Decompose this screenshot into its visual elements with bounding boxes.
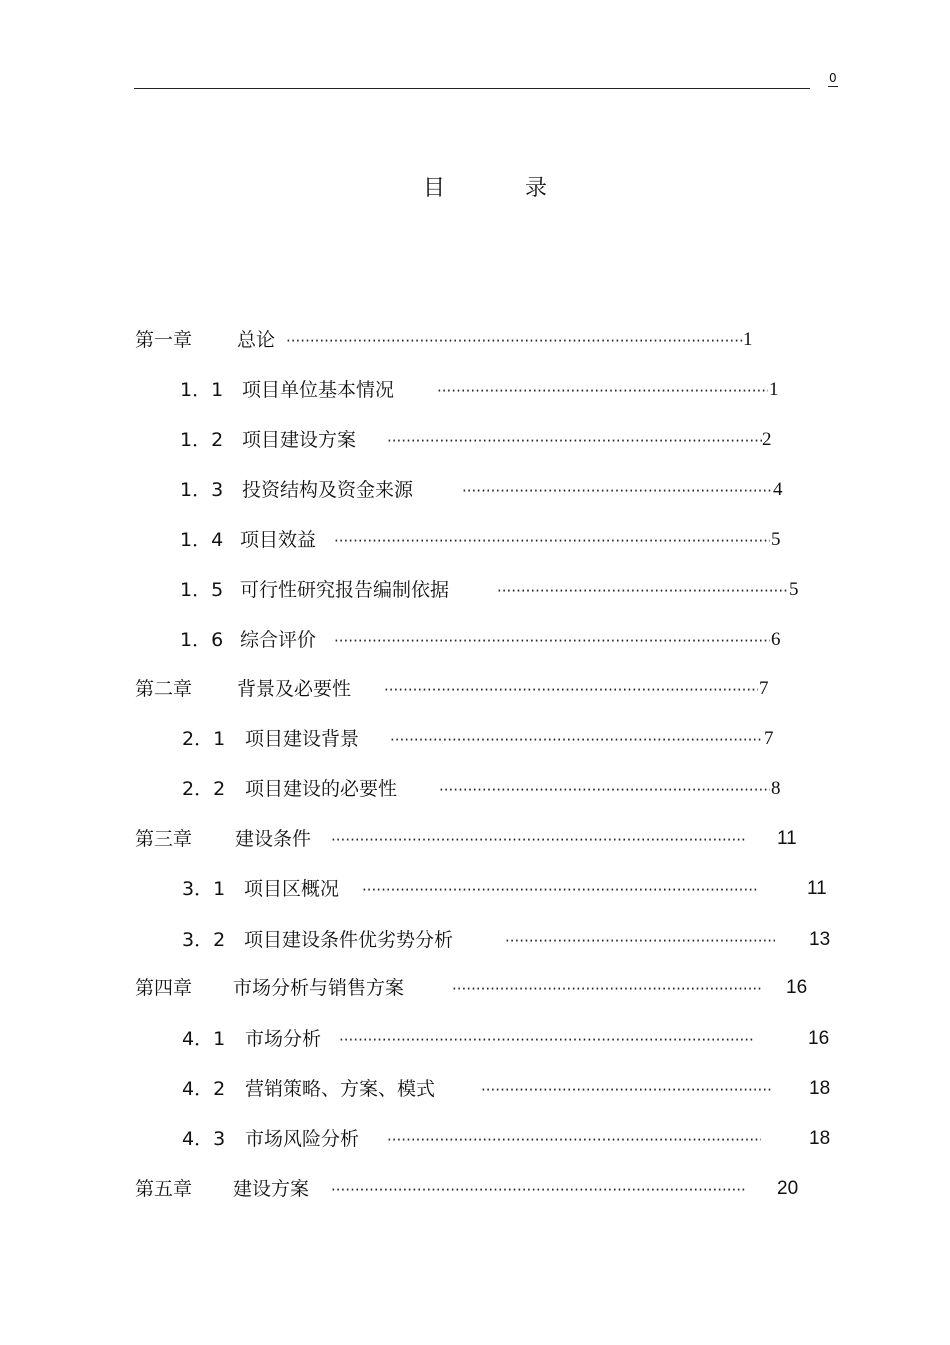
toc-entry-number: 1．5 [180, 579, 224, 601]
toc-entry-chapter-4[interactable] [0, 975, 950, 1001]
toc-entry-number: 3．1 [182, 878, 226, 900]
toc-entry-number: 2．2 [182, 778, 226, 800]
toc-entry-title: 建设条件 [235, 828, 312, 850]
toc-title-char-1: 目 [423, 176, 446, 201]
toc-entry-title: 项目区概况 [244, 878, 340, 900]
toc-entry-number: 1．1 [180, 379, 224, 401]
toc-entry-section-2-2[interactable] [0, 776, 950, 802]
toc-entry-page: 5 [789, 579, 799, 600]
toc-entry-chapter-2[interactable] [0, 676, 950, 702]
toc-entry-page: 16 [808, 1028, 830, 1049]
toc-entry-section-3-1[interactable] [0, 876, 950, 902]
toc-entry-section-2-1[interactable] [0, 726, 950, 752]
toc-entry-number: 1．2 [180, 429, 224, 451]
toc-entry-page: 8 [771, 778, 781, 799]
toc-entry-number: 4．1 [182, 1028, 226, 1050]
toc-entry-page: 7 [759, 678, 769, 699]
toc-entry-title: 总论 [237, 329, 276, 351]
toc-entry-leader [339, 1026, 755, 1053]
toc-entry-title: 市场风险分析 [245, 1128, 360, 1150]
toc-entry-title: 投资结构及资金来源 [242, 479, 414, 501]
toc-entry-leader [481, 1076, 772, 1103]
toc-entry-title: 项目建设的必要性 [245, 778, 398, 800]
toc-entry-page: 2 [762, 429, 772, 450]
toc-entry-title: 建设方案 [233, 1178, 310, 1200]
toc-entry-number: 1．4 [180, 529, 224, 551]
toc-entry-title: 项目效益 [240, 529, 317, 551]
toc-entry-title: 项目单位基本情况 [242, 379, 395, 401]
toc-entry-number: 第三章 [135, 828, 193, 850]
toc-entry-page: 5 [771, 529, 781, 550]
toc-entry-leader [497, 577, 788, 604]
toc-entry-title: 市场分析与销售方案 [233, 977, 405, 999]
toc-entry-title: 市场分析 [245, 1028, 322, 1050]
toc-entry-page: 7 [764, 728, 774, 749]
toc-entry-title: 项目建设背景 [245, 728, 360, 750]
toc-entry-section-1-3[interactable] [0, 477, 950, 503]
toc-entry-leader [387, 427, 762, 454]
toc-entry-section-1-6[interactable] [0, 627, 950, 653]
toc-entry-page: 11 [777, 828, 797, 849]
toc-title-char-2: 录 [525, 176, 548, 201]
toc-entry-leader [362, 876, 757, 903]
toc-entry-number: 第四章 [135, 977, 193, 999]
toc-entry-title: 项目建设方案 [242, 429, 357, 451]
toc-entry-title: 背景及必要性 [237, 678, 352, 700]
toc-entry-leader [334, 527, 770, 554]
toc-entry-section-4-3[interactable] [0, 1126, 950, 1152]
toc-entry-section-3-2[interactable] [0, 927, 950, 953]
toc-entry-leader [384, 676, 758, 703]
toc-entry-title: 项目建设条件优劣势分析 [244, 929, 454, 951]
toc-entry-title: 可行性研究报告编制依据 [240, 579, 450, 601]
toc-entry-page: 18 [809, 1128, 831, 1149]
toc-entry-section-1-5[interactable] [0, 577, 950, 603]
toc-entry-leader [331, 826, 746, 853]
toc-entry-number: 第一章 [135, 329, 193, 351]
toc-entry-number: 第五章 [135, 1178, 193, 1200]
toc-entry-number: 4．3 [182, 1128, 226, 1150]
toc-entry-page: 18 [809, 1078, 831, 1099]
toc-entry-page: 16 [786, 977, 808, 998]
toc-entry-page: 13 [809, 929, 831, 950]
toc-entry-leader [331, 1176, 746, 1203]
toc-entry-chapter-5[interactable] [0, 1176, 950, 1202]
toc-entry-page: 4 [773, 479, 783, 500]
toc-entry-section-1-2[interactable] [0, 427, 950, 453]
toc-entry-number: 第二章 [135, 678, 193, 700]
toc-entry-leader [462, 477, 773, 504]
toc-entry-number: 1．3 [180, 479, 224, 501]
toc-entry-page: 6 [771, 629, 781, 650]
toc-entry-leader [334, 627, 770, 654]
toc-entry-chapter-3[interactable] [0, 826, 950, 852]
toc-entry-leader [390, 726, 763, 753]
toc-entry-title: 综合评价 [240, 629, 317, 651]
toc-entry-section-4-2[interactable] [0, 1076, 950, 1102]
toc-entry-title: 营销策略、方案、模式 [245, 1078, 436, 1100]
toc-entry-section-1-4[interactable] [0, 527, 950, 553]
toc-entry-leader [437, 377, 768, 404]
toc-entry-leader [452, 975, 763, 1002]
toc-entry-number: 2．1 [182, 728, 226, 750]
toc-entry-page: 11 [807, 878, 827, 899]
toc-entry-page: 1 [743, 329, 753, 350]
toc-entry-leader [286, 327, 743, 354]
toc-entry-chapter-1[interactable] [0, 327, 950, 353]
toc-entry-page: 20 [777, 1178, 799, 1199]
toc-entry-number: 1．6 [180, 629, 224, 651]
toc-entry-leader [387, 1126, 761, 1153]
toc-entry-leader [439, 776, 770, 803]
toc-entry-page: 1 [769, 379, 779, 400]
toc-entry-section-4-1[interactable] [0, 1026, 950, 1052]
header-page-number: 0 [829, 71, 837, 85]
toc-entry-number: 3．2 [182, 929, 226, 951]
toc-entry-section-1-1[interactable] [0, 377, 950, 403]
toc-entry-leader [505, 927, 775, 954]
toc-entry-number: 4．2 [182, 1078, 226, 1100]
